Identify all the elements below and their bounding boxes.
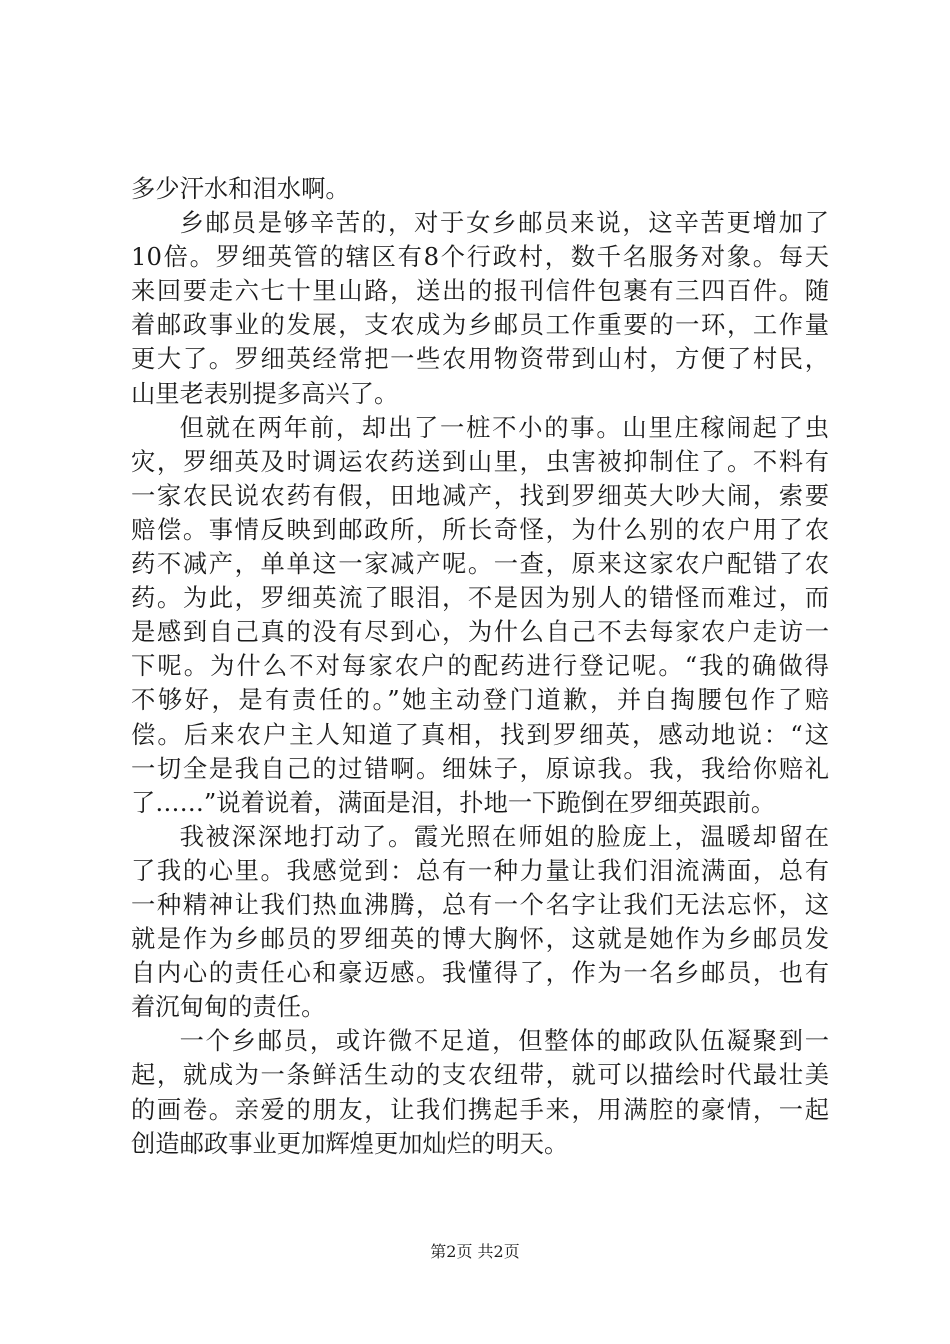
text-line: 更大了。罗细英经常把一些农用物资带到山村，方便了村民， [131,344,829,374]
text-line: 就是作为乡邮员的罗细英的博大胸怀，这就是她作为乡邮员发 [131,924,829,954]
text-line: 赔偿。事情反映到邮政所，所长奇怪，为什么别的农户用了农 [131,514,829,544]
text-line: 我被深深地打动了。霞光照在师姐的脸庞上，温暖却留在 [179,821,829,851]
text-line: 下呢。为什么不对每家农户的配药进行登记呢。“我的确做得 [131,651,829,681]
text-line: 创造邮政事业更加辉煌更加灿烂的明天。 [131,1128,569,1158]
text-line: 了……”说着说着，满面是泪，扑地一下跪倒在罗细英跟前。 [131,787,776,817]
paragraph [131,820,829,1025]
text-line: 一家农民说农药有假，田地减产，找到罗细英大吵大闹，索要 [131,480,829,510]
paragraph [131,206,829,411]
document-body [131,172,829,1161]
text-line: 不够好，是有责任的。”她主动登门道歉，并自掏腰包作了赔 [131,685,829,715]
text-line: 着邮政事业的发展，支农成为乡邮员工作重要的一环，工作量 [131,310,829,340]
text-line: 药不减产，单单这一家减产呢。一查，原来这家农户配错了农 [131,549,829,579]
text-line: 一切全是我自己的过错啊。细妹子，原谅我。我，我给你赔礼 [131,753,829,783]
text-line: 了我的心里。我感觉到：总有一种力量让我们泪流满面，总有 [131,855,829,885]
text-line: 一个乡邮员，或许微不足道，但整体的邮政队伍凝聚到一 [179,1026,829,1056]
text-line: 山里老表别提多高兴了。 [131,378,399,408]
text-line: 自内心的责任心和豪迈感。我懂得了，作为一名乡邮员，也有 [131,958,829,988]
text-line: 来回要走六七十里山路，送出的报刊信件包裹有三四百件。随 [131,276,829,306]
text-line: 着沉甸甸的责任。 [131,992,326,1022]
text-line: 一种精神让我们热血沸腾，总有一个名字让我们无法忘怀，这 [131,889,829,919]
text-line: 是感到自己真的没有尽到心，为什么自己不去每家农户走访一 [131,617,829,647]
text-line: 10倍。罗细英管的辖区有8个行政村，数千名服务对象。每天 [131,242,829,272]
paragraph [131,172,829,206]
page-footer: 第2页 共2页 [430,1242,520,1261]
text-line: 偿。后来农户主人知道了真相，找到罗细英，感动地说：“这 [131,719,829,749]
text-line: 但就在两年前，却出了一桩不小的事。山里庄稼闹起了虫 [179,412,829,442]
text-line: 起，就成为一条鲜活生动的支农纽带，就可以描绘时代最壮美 [131,1060,829,1090]
paragraph [131,1024,829,1160]
text-line: 乡邮员是够辛苦的，对于女乡邮员来说，这辛苦更增加了 [179,208,829,238]
text-line: 灾，罗细英及时调运农药送到山里，虫害被抑制住了。不料有 [131,446,829,476]
text-line: 药。为此，罗细英流了眼泪，不是因为别人的错怪而难过，而 [131,583,829,613]
text-line: 的画卷。亲爱的朋友，让我们携起手来，用满腔的豪情，一起 [131,1094,829,1124]
text-line: 多少汗水和泪水啊。 [131,174,350,203]
paragraph [131,411,829,820]
